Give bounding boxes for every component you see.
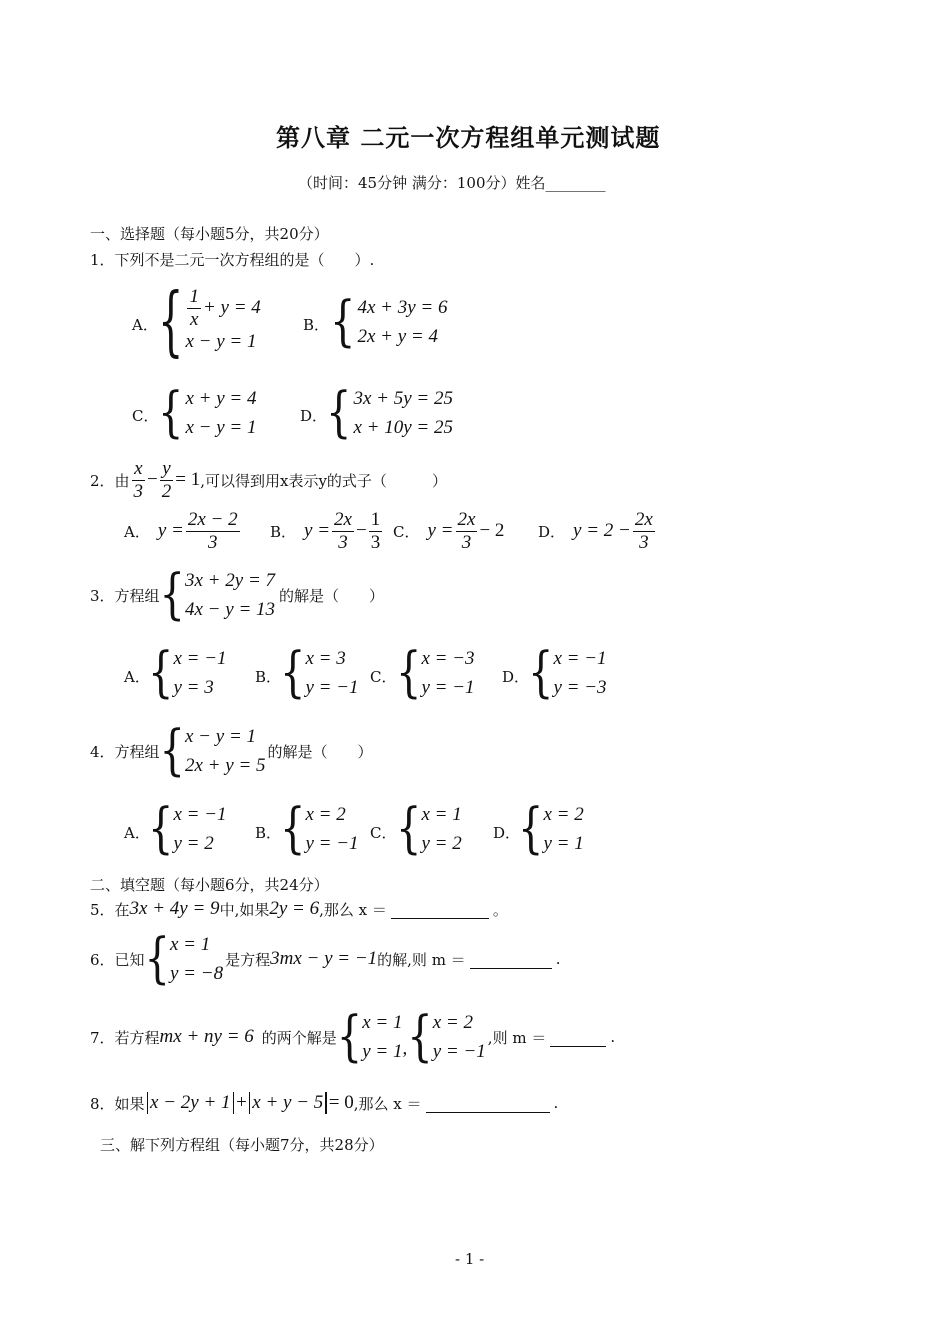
brace-icon: { [159, 563, 185, 627]
page-subtitle: （时间：45分钟 满分：100分）姓名________ [298, 174, 606, 192]
question-2-stem: 2．由 $\frac{x}{3}$ − $\frac{y}{2}$ = 1 ,可以得到用x表示y的式子（ ） [90, 457, 447, 502]
q1-option-b-system: { 4x + 3y = 6 2x + y = 4 [330, 290, 448, 354]
q3-option-a-label: A． [124, 668, 150, 686]
q4-option-a-label: A． [124, 824, 150, 842]
section-heading: 三、解下列方程组（每小题7分，共28分） [100, 1136, 384, 1154]
brace-icon: { [158, 381, 184, 445]
q1-option-b-label: B． [303, 316, 330, 334]
question-8: 8．如果 x − 2y + 1 + x + y − 5 = 0 ,那么 x ＝ . [90, 1092, 559, 1113]
section-heading: 二、填空题（每小题6分，共24分） [90, 876, 329, 894]
q2-option-b: B． y = $\frac{2x}{3}$ − $\frac{1}{3}$ [270, 508, 381, 553]
answer-blank[interactable] [391, 900, 489, 919]
q4-option-c-system: { x = 1 y = 2 [396, 797, 462, 861]
brace-icon: { [148, 797, 174, 861]
q3-option-c-label: C． [370, 668, 397, 686]
page-title: 第八章 二元一次方程组单元测试题 [276, 123, 661, 152]
abs-bar-icon [147, 1092, 149, 1114]
brace-icon: { [159, 719, 185, 783]
q1-option-c-system: { x + y = 4 x − y = 1 [158, 381, 257, 445]
q3-option-d-label: D． [502, 668, 530, 686]
q3-option-b-label: B． [255, 668, 282, 686]
brace-icon: { [336, 1005, 363, 1069]
abs-bar-icon [233, 1092, 235, 1114]
brace-icon: { [280, 641, 306, 705]
q4-option-a-system: { x = −1 y = 2 [148, 797, 227, 861]
q1-option-c-label: C． [132, 407, 159, 425]
answer-blank[interactable] [470, 950, 552, 969]
q4-option-b-label: B． [255, 824, 282, 842]
brace-icon: { [326, 381, 352, 445]
brace-icon: { [407, 1005, 433, 1069]
q1-option-a-label: A． [132, 316, 158, 334]
question-6: 6．已知 { x = 1 y = −8 是方程 3mx − y = −1 的解,则 m ＝ . [90, 927, 561, 991]
section-heading: 一、选择题（每小题5分，共20分） [90, 225, 329, 243]
question-5: 5．在 3x + 4y = 9 中,如果 2y = 6 ,那么 x ＝ 。 [90, 898, 508, 919]
answer-blank[interactable] [426, 1094, 550, 1113]
brace-icon: { [280, 797, 306, 861]
question-3-stem: 3．方程组 { 3x + 2y = 7 4x − y = 13 的解是（ ） [90, 563, 385, 627]
q1-option-d-label: D． [300, 407, 328, 425]
q2-option-a: A． y = $\frac{2x - 2}{3}$ [124, 508, 238, 553]
brace-icon: { [396, 641, 422, 705]
question-1-stem: 1．下列不是二元一次方程组的是（ ）. [90, 251, 375, 269]
brace-icon: { [518, 797, 544, 861]
brace-icon: { [148, 641, 174, 705]
q1-option-a-system: { $\frac{1}{x}$ + y = 4 x − y = 1 [158, 278, 261, 366]
brace-icon: { [330, 290, 356, 354]
question-4-stem: 4．方程组 { x − y = 1 2x + y = 5 的解是（ ） [90, 719, 373, 783]
question-7: 7．若方程 mx + ny = 6 的两个解是 { x = 1 y = 1 , { x = 2 y = −1 ,则 m ＝ . [90, 1005, 616, 1069]
q1-option-d-system: { 3x + 5y = 25 x + 10y = 25 [326, 381, 453, 445]
answer-blank[interactable] [550, 1028, 606, 1047]
q2-option-c: C． y = $\frac{2x}{3}$ − 2 [393, 508, 505, 553]
brace-icon: { [158, 278, 184, 366]
q3-option-a-system: { x = −1 y = 3 [148, 641, 227, 705]
abs-bar-icon [325, 1092, 327, 1114]
brace-icon: { [528, 641, 554, 705]
q4-option-d-system: { x = 2 y = 1 [518, 797, 584, 861]
brace-icon: { [144, 927, 170, 991]
q4-option-b-system: { x = 2 y = −1 [280, 797, 359, 861]
brace-icon: { [396, 797, 422, 861]
page-number: - 1 - [455, 1250, 485, 1268]
abs-bar-icon [249, 1092, 251, 1114]
q4-option-c-label: C． [370, 824, 397, 842]
q3-option-b-system: { x = 3 y = −1 [280, 641, 359, 705]
q4-option-d-label: D． [493, 824, 521, 842]
q3-option-c-system: { x = −3 y = −1 [396, 641, 475, 705]
q3-option-d-system: { x = −1 y = −3 [528, 641, 607, 705]
q2-option-d: D． y = 2 − $\frac{2x}{3}$ [538, 508, 653, 553]
